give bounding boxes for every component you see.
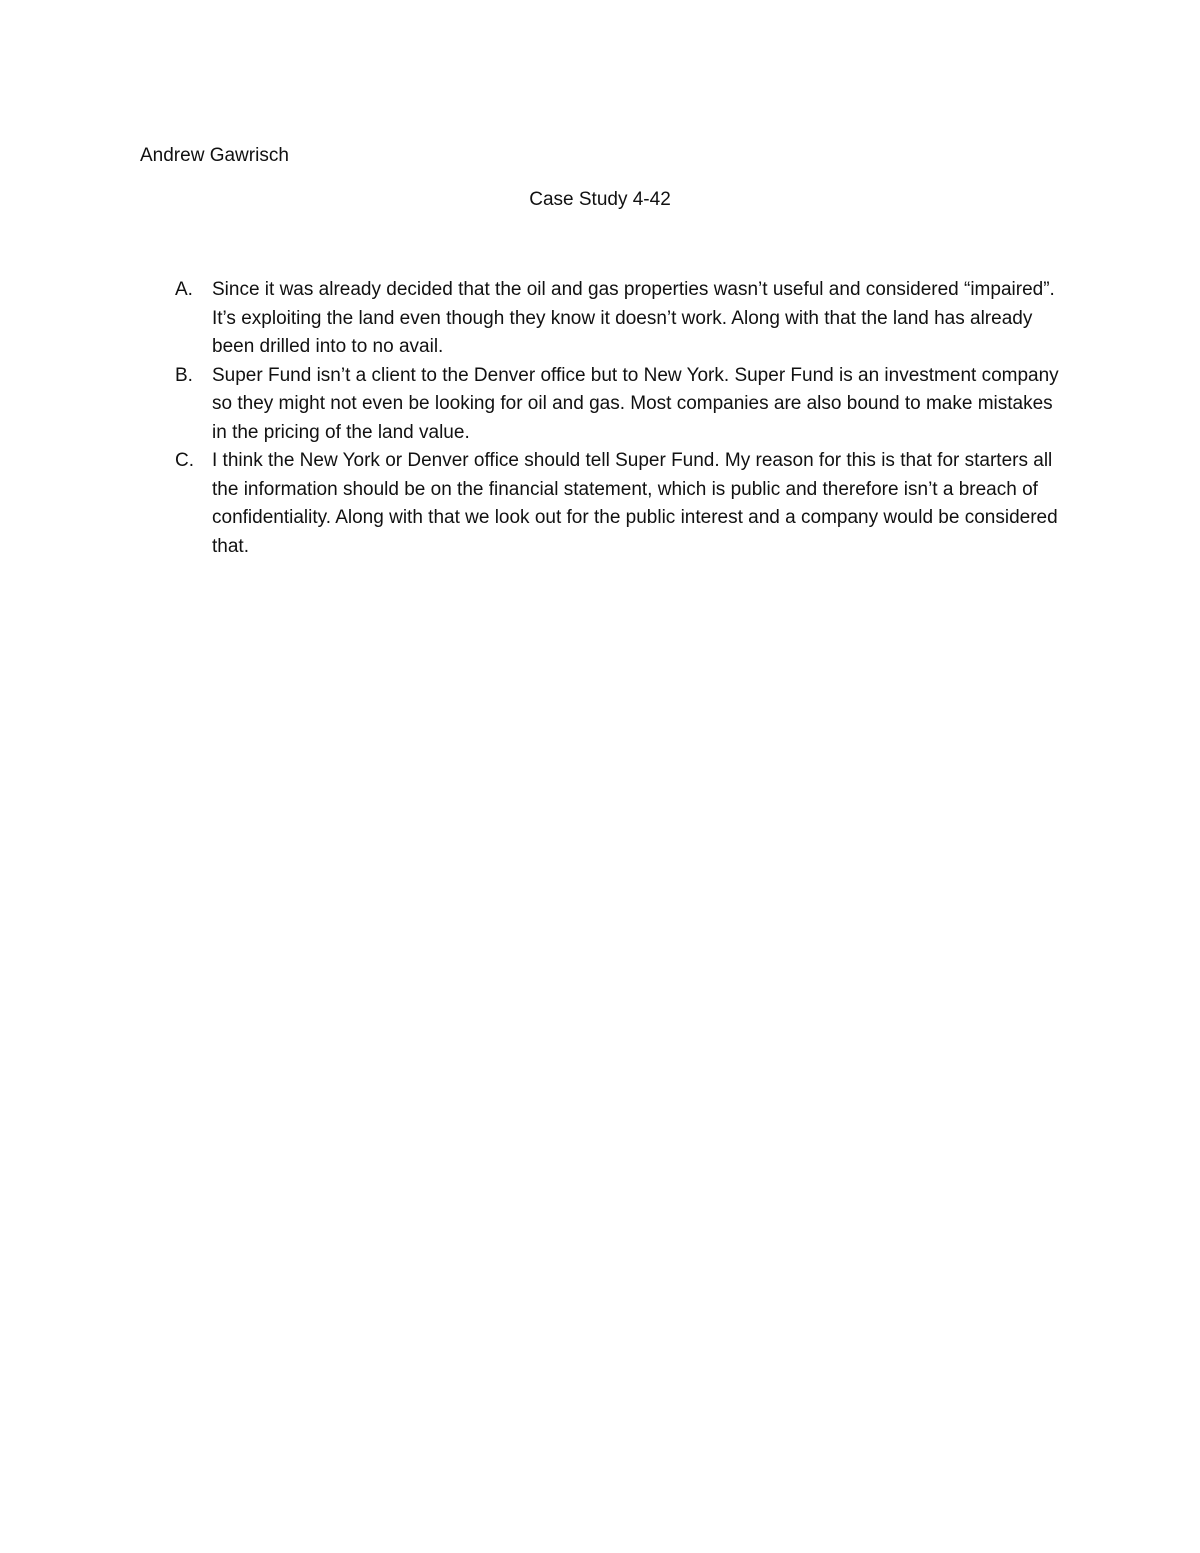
- answer-marker: C.: [175, 450, 194, 471]
- answer-list: [140, 276, 1060, 561]
- answer-marker: B.: [175, 364, 193, 386]
- answer-text: I think the New York or Denver office should tell Super Fund. My reason for this is that for starters all the information should be on the financial statement, which is public and therefore isn’t a breach of confidentiality. Along with that we look out for the public interest and a company would be considered that.: [212, 450, 1058, 557]
- answer-marker: A.: [175, 279, 193, 300]
- answer-item-a: [140, 276, 1060, 362]
- answer-item-b: [140, 362, 1060, 448]
- answer-text: Super Fund isn’t a client to the Denver office but to New York. Super Fund is an investment company so they might not even be looking for oil and gas. Most companies are also bound to make mistakes in the pricing of the land value.: [212, 364, 1059, 443]
- document-title: Case Study 4-42: [529, 189, 671, 210]
- answer-text: Since it was already decided that the oil and gas properties wasn’t useful and considered “impaired”. It’s exploiting the land even though they know it doesn’t work. Along with that the land has already been drilled into to no avail.: [212, 279, 1055, 357]
- author-name: Andrew Gawrisch: [140, 145, 289, 166]
- answer-item-c: [140, 447, 1060, 561]
